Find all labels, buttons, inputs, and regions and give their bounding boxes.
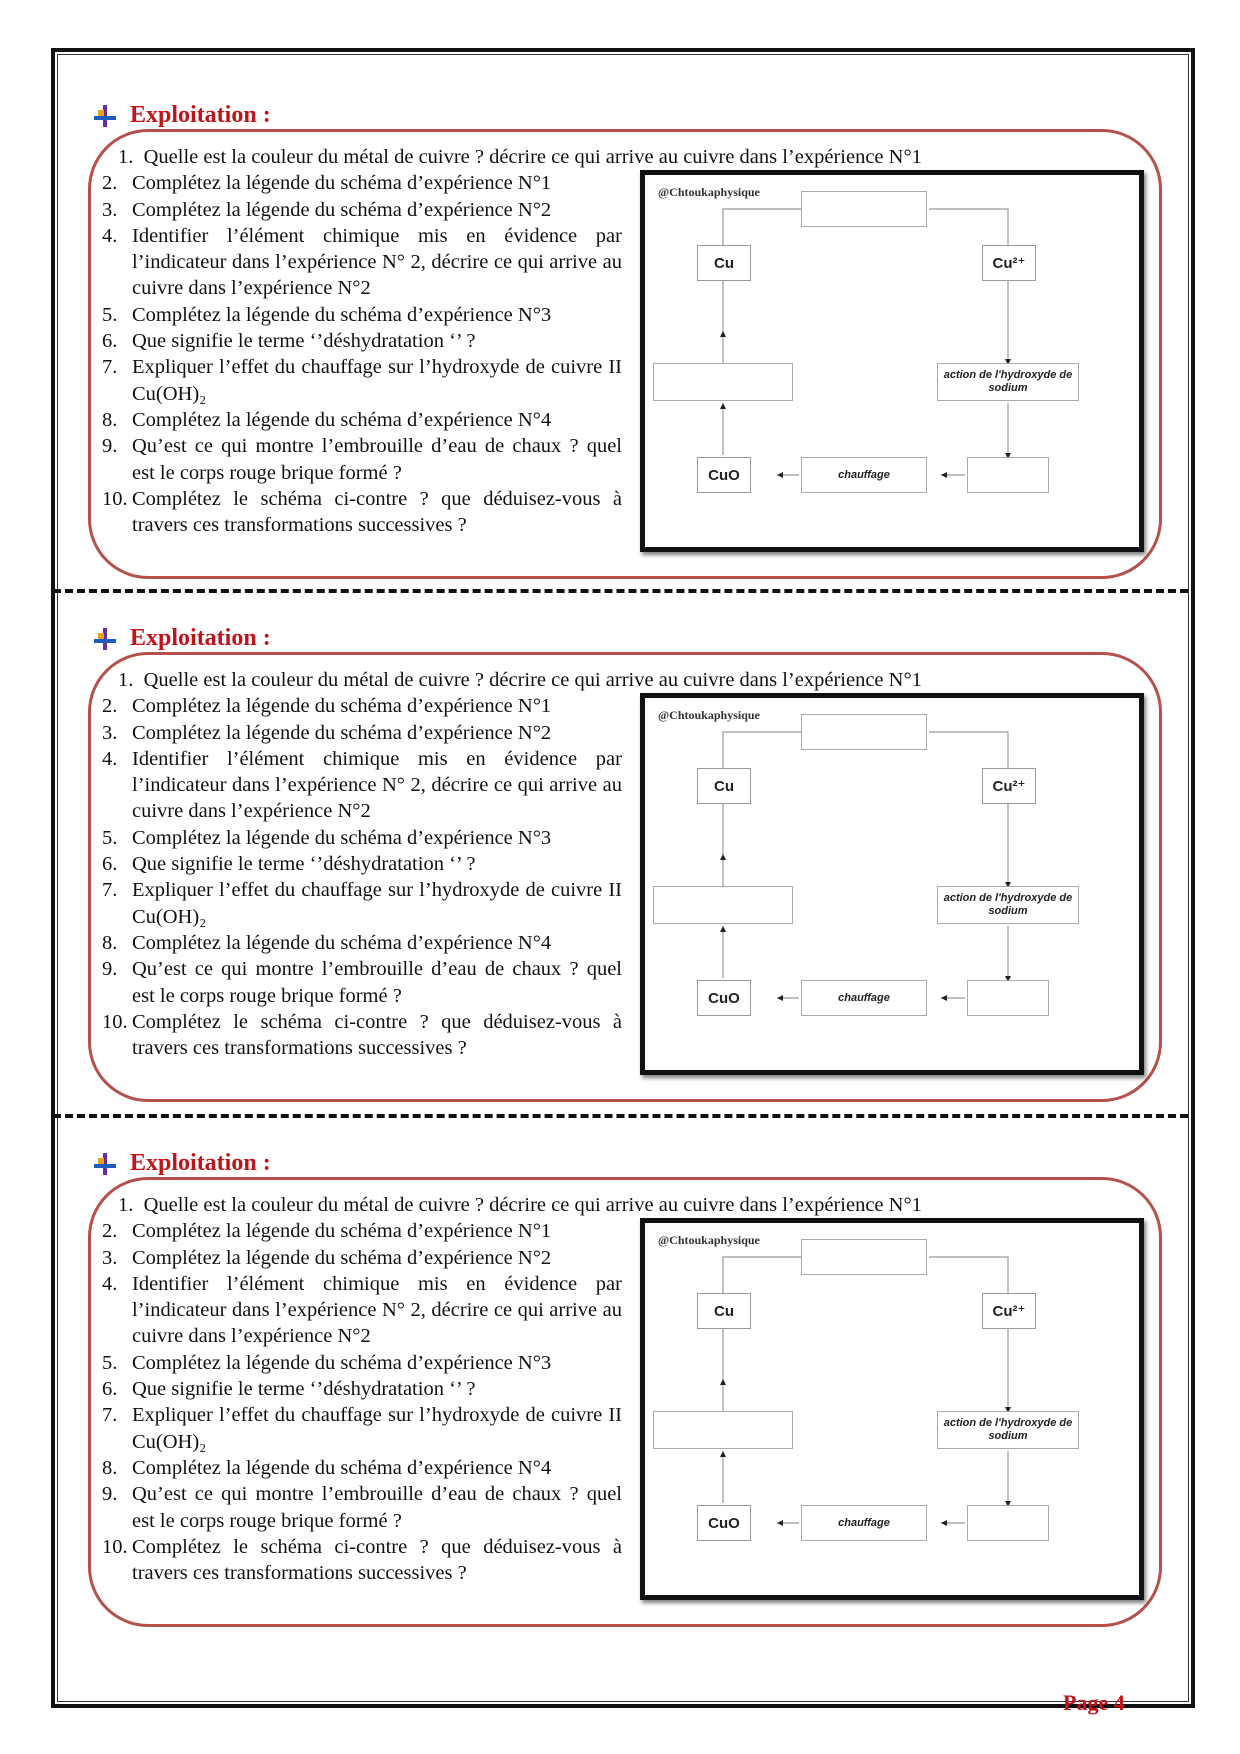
diagram-box-cuo: CuO: [697, 457, 751, 493]
question-text: Complétez la légende du schéma d’expérience N°3: [132, 826, 552, 849]
copper-cycle-diagram: [640, 693, 1144, 1075]
diagram-box-naoh: action de l'hydroxyde de sodium: [937, 1411, 1079, 1449]
question-text: Complétez la légende du schéma d’expérience N°3: [132, 1351, 552, 1374]
question-text: Identifier l’élément chimique mis en évidence par l’indicateur dans l’expérience N° 2, décrire ce qui arrive au cuivre dans l’expérience N°2: [132, 224, 622, 300]
question-number: 4.: [102, 747, 118, 770]
question-number: 6.: [102, 330, 118, 353]
diagram-blank-box-left[interactable]: [653, 1411, 793, 1449]
question-text: Complétez la légende du schéma d’expérience N°1: [132, 695, 552, 718]
diagram-blank-box-top[interactable]: [801, 1239, 927, 1275]
question-item: [102, 1376, 622, 1402]
diagram-box-cuo: CuO: [697, 980, 751, 1016]
question-number: 10.: [102, 487, 128, 510]
diagram-blank-box-left[interactable]: [653, 363, 793, 401]
question-number: 5.: [102, 303, 118, 326]
diagram-box-heat: chauffage: [801, 980, 927, 1016]
question-list: [102, 170, 622, 538]
diagram-box-naoh: action de l'hydroxyde de sodium: [937, 886, 1079, 924]
question-text: Expliquer l’effet du chauffage sur l’hydroxyde de cuivre II Cu(OH)₂: [132, 879, 622, 928]
diagram-box-cu2: Cu²⁺: [982, 245, 1036, 281]
question-text: Complétez le schéma ci-contre ? que déduisez-vous à travers ces transformations successives ?: [132, 1010, 622, 1060]
question-number: 6.: [102, 853, 118, 876]
question-text: Complétez la légende du schéma d’expérience N°1: [132, 172, 552, 195]
question-number: 9.: [102, 435, 118, 458]
bullet-icon: [94, 105, 116, 127]
question-item: [102, 354, 622, 407]
question-text: Complétez la légende du schéma d’expérience N°4: [132, 1456, 552, 1479]
question-item: [102, 930, 622, 956]
question-text: Expliquer l’effet du chauffage sur l’hydroxyde de cuivre II Cu(OH)₂: [132, 1404, 622, 1453]
question-item: [102, 197, 622, 223]
question-number: 6.: [102, 1378, 118, 1401]
exploitation-section: [0, 62, 1240, 582]
question-item: [102, 170, 622, 196]
question-text: Qu’est ce qui montre l’embrouille d’eau de chaux ? quel est le corps rouge brique formé ?: [132, 435, 622, 484]
question-item: [102, 1350, 622, 1376]
question-text: Que signifie le terme ‘’déshydratation ‘’ ?: [132, 853, 476, 876]
question-text: Complétez la légende du schéma d’expérience N°2: [132, 721, 552, 744]
question-text: Complétez le schéma ci-contre ? que déduisez-vous à travers ces transformations successives ?: [132, 487, 622, 537]
diagram-box-cu2: Cu²⁺: [982, 1293, 1036, 1329]
question-number: 8.: [102, 1456, 118, 1479]
question-item: [102, 720, 622, 746]
question-number: 10.: [102, 1535, 128, 1558]
question-item: [102, 1271, 622, 1350]
diagram-blank-box-top[interactable]: [801, 714, 927, 750]
question-number: 3.: [102, 1246, 118, 1269]
diagram-watermark: @Chtoukaphysique: [658, 708, 760, 722]
question-text: Expliquer l’effet du chauffage sur l’hydroxyde de cuivre II Cu(OH)₂: [132, 356, 622, 405]
section-divider: [53, 589, 1188, 593]
question-item: 1. Quelle est la couleur du métal de cuivre ? décrire ce qui arrive au cuivre dans l’expérience N°1: [118, 669, 922, 691]
question-item: [102, 1245, 622, 1271]
question-number: 10.: [102, 1010, 128, 1033]
question-text: Identifier l’élément chimique mis en évidence par l’indicateur dans l’expérience N° 2, décrire ce qui arrive au cuivre dans l’expérience N°2: [132, 1272, 622, 1348]
question-number: 4.: [102, 1272, 118, 1295]
question-number: 3.: [102, 198, 118, 221]
question-number: 7.: [102, 356, 118, 379]
question-item: [102, 746, 622, 825]
question-item: [102, 223, 622, 302]
question-number: 3.: [102, 721, 118, 744]
question-text: Complétez la légende du schéma d’expérience N°3: [132, 303, 552, 326]
question-item: [102, 302, 622, 328]
question-number: 9.: [102, 1483, 118, 1506]
question-item: [102, 956, 622, 1009]
question-item: [102, 1218, 622, 1244]
copper-cycle-diagram: [640, 1218, 1144, 1600]
question-list: [102, 1218, 622, 1586]
question-item: [102, 433, 622, 486]
diagram-watermark: @Chtoukaphysique: [658, 1233, 760, 1247]
diagram-box-cu: Cu: [697, 245, 751, 281]
section-heading: [94, 102, 271, 129]
diagram-blank-box-bottom[interactable]: [967, 457, 1049, 493]
diagram-box-heat: chauffage: [801, 1505, 927, 1541]
exploitation-section: [0, 1110, 1240, 1630]
diagram-box-cu2: Cu²⁺: [982, 768, 1036, 804]
question-text: Complétez la légende du schéma d’expérience N°2: [132, 1246, 552, 1269]
question-text: Complétez la légende du schéma d’expérience N°2: [132, 198, 552, 221]
section-divider: [53, 1114, 1188, 1118]
diagram-blank-box-left[interactable]: [653, 886, 793, 924]
question-text: Qu’est ce qui montre l’embrouille d’eau de chaux ? quel est le corps rouge brique formé ?: [132, 958, 622, 1007]
question-number: 5.: [102, 826, 118, 849]
diagram-blank-box-bottom[interactable]: [967, 1505, 1049, 1541]
question-number: 4.: [102, 224, 118, 247]
question-item: 1. Quelle est la couleur du métal de cuivre ? décrire ce qui arrive au cuivre dans l’expérience N°1: [118, 146, 922, 168]
question-item: [102, 825, 622, 851]
question-item: [102, 877, 622, 930]
question-item: [102, 693, 622, 719]
bullet-icon: [94, 1153, 116, 1175]
question-number: 8.: [102, 408, 118, 431]
heading-text: Exploitation :: [130, 1150, 271, 1176]
question-item: [102, 1455, 622, 1481]
question-number: 2.: [102, 1220, 118, 1243]
question-text: Identifier l’élément chimique mis en évidence par l’indicateur dans l’expérience N° 2, décrire ce qui arrive au cuivre dans l’expérience N°2: [132, 747, 622, 823]
question-item: [102, 328, 622, 354]
heading-text: Exploitation :: [130, 625, 271, 651]
question-number: 8.: [102, 931, 118, 954]
question-number: 5.: [102, 1351, 118, 1374]
copper-cycle-diagram: [640, 170, 1144, 552]
exploitation-section: [0, 585, 1240, 1105]
diagram-blank-box-bottom[interactable]: [967, 980, 1049, 1016]
diagram-box-cu: Cu: [697, 768, 751, 804]
question-item: [102, 851, 622, 877]
question-item: [102, 1009, 622, 1062]
diagram-box-cu: Cu: [697, 1293, 751, 1329]
question-text: Complétez la légende du schéma d’expérience N°4: [132, 931, 552, 954]
question-number: 2.: [102, 172, 118, 195]
heading-text: Exploitation :: [130, 102, 271, 128]
bullet-icon: [94, 628, 116, 650]
diagram-blank-box-top[interactable]: [801, 191, 927, 227]
question-text: Que signifie le terme ‘’déshydratation ‘’ ?: [132, 330, 476, 353]
diagram-box-cuo: CuO: [697, 1505, 751, 1541]
question-text: Complétez la légende du schéma d’expérience N°4: [132, 408, 552, 431]
question-list: [102, 693, 622, 1061]
question-text: Que signifie le terme ‘’déshydratation ‘’ ?: [132, 1378, 476, 1401]
question-number: 9.: [102, 958, 118, 981]
question-item: [102, 1481, 622, 1534]
question-text: Complétez le schéma ci-contre ? que déduisez-vous à travers ces transformations successives ?: [132, 1535, 622, 1585]
question-item: [102, 407, 622, 433]
question-item: [102, 1402, 622, 1455]
page-number: Page 4: [1063, 1690, 1125, 1715]
question-item: [102, 1534, 622, 1587]
question-number: 7.: [102, 1404, 118, 1427]
section-heading: [94, 1150, 271, 1177]
question-item: 1. Quelle est la couleur du métal de cuivre ? décrire ce qui arrive au cuivre dans l’expérience N°1: [118, 1194, 922, 1216]
diagram-box-naoh: action de l'hydroxyde de sodium: [937, 363, 1079, 401]
question-text: Qu’est ce qui montre l’embrouille d’eau de chaux ? quel est le corps rouge brique formé ?: [132, 1483, 622, 1532]
section-heading: [94, 625, 271, 652]
diagram-box-heat: chauffage: [801, 457, 927, 493]
diagram-watermark: @Chtoukaphysique: [658, 185, 760, 199]
question-text: Complétez la légende du schéma d’expérience N°1: [132, 1220, 552, 1243]
question-item: [102, 486, 622, 539]
question-number: 7.: [102, 879, 118, 902]
question-number: 2.: [102, 695, 118, 718]
